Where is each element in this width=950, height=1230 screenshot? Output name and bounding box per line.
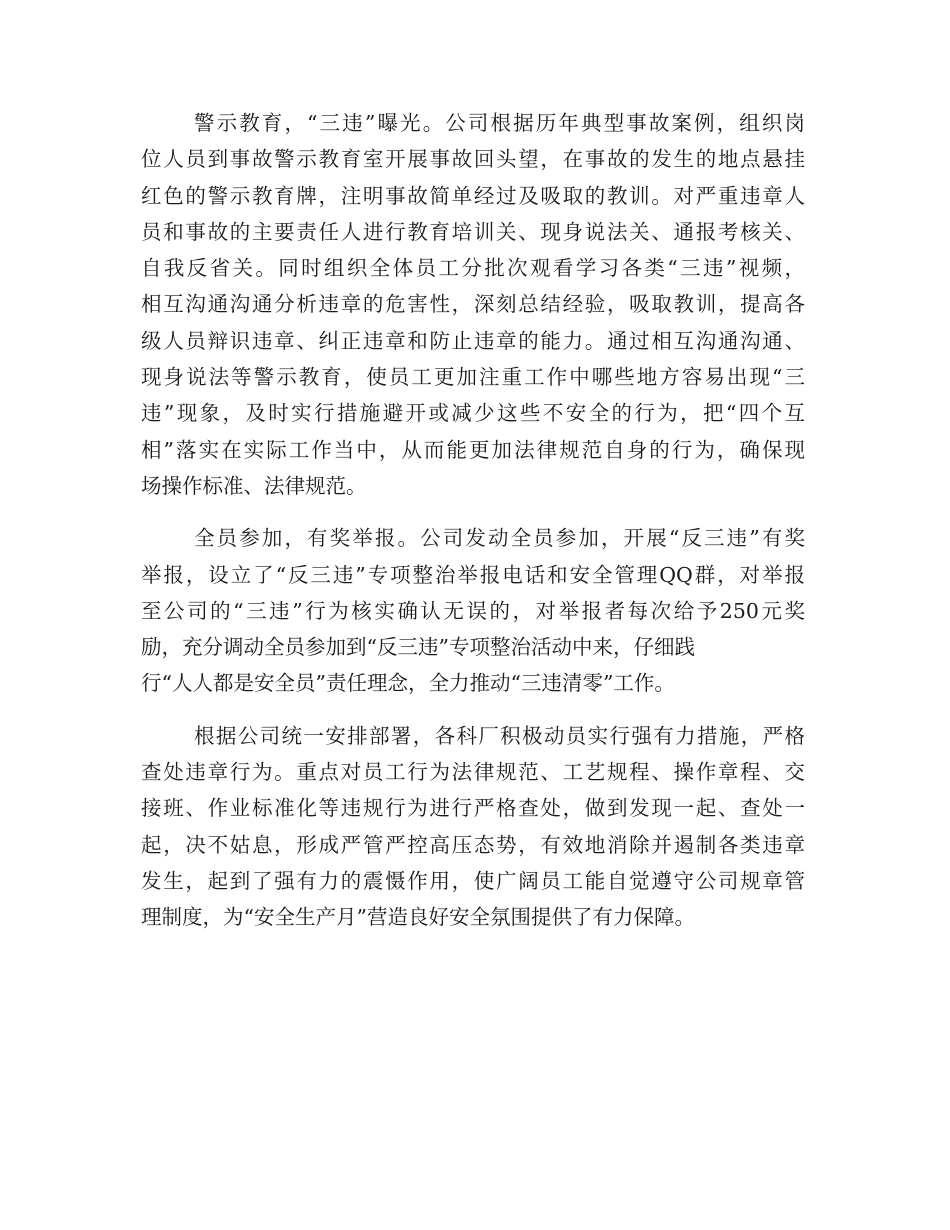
text-line: 根据公司统一安排部署，各科厂积极动员实行强有力措施，严格 — [194, 723, 805, 748]
text-line: 起，决不姑息，形成严管严控高压态势，有效地消除并遏制各类违章 — [141, 832, 805, 857]
document-body — [141, 105, 805, 952]
text-line: 现身说法等警示教育，使员工更加注重工作中哪些地方容易出现“三 — [141, 365, 805, 390]
text-line: 举报，设立了“反三违”专项整治举报电话和安全管理QQ群，对举报 — [141, 562, 805, 587]
text-line: 查处违章行为。重点对员工行为法律规范、工艺规程、操作章程、交 — [141, 760, 805, 785]
text-line: 理制度，为“安全生产月”营造良好安全氛围提供了有力保障。 — [141, 905, 695, 930]
text-line: 接班、作业标准化等违规行为进行严格查处，做到发现一起、查处一 — [141, 796, 805, 821]
text-line: 红色的警示教育牌，注明事故简单经过及吸取的教训。对严重违章人 — [141, 183, 805, 208]
text-line: 警示教育，“三违”曝光。公司根据历年典型事故案例，组织岗 — [194, 111, 805, 135]
paragraph-warning-education — [141, 105, 805, 504]
text-line: 违”现象，及时实行措施避开或减少这些不安全的行为，把“四个互 — [141, 401, 805, 426]
text-line: 至公司的“三违”行为核实确认无误的，对举报者每次给予250元奖 — [141, 598, 805, 623]
text-line: 励，充分调动全员参加到“反三违”专项整治活动中来，仔细践 — [141, 635, 695, 660]
text-line: 相”落实在实际工作当中，从而能更加法律规范自身的行为，确保现 — [141, 437, 805, 462]
text-line: 场操作标准、法律规范。 — [141, 473, 367, 498]
text-line: 位人员到事故警示教育室开展事故回头望，在事故的发生的地点悬挂 — [141, 147, 805, 172]
text-line: 全员参加，有奖举报。公司发动全员参加，开展“反三违”有奖 — [194, 526, 805, 551]
paragraph-reward-reporting — [141, 520, 805, 701]
text-line: 级人员辩识违章、纠正违章和防止违章的能力。通过相互沟通沟通、 — [141, 328, 805, 353]
text-line: 自我反省关。同时组织全体员工分批次观看学习各类“三违”视频， — [141, 256, 805, 281]
text-line: 相互沟通沟通分析违章的危害性，深刻总结经验，吸取教训，提高各 — [141, 292, 805, 317]
text-line: 发生，起到了强有力的震慑作用，使广阔员工能自觉遵守公司规章管 — [141, 868, 805, 893]
paragraph-strict-investigation — [141, 718, 805, 936]
text-line: 员和事故的主要责任人进行教育培训关、现身说法关、通报考核关、 — [141, 219, 805, 244]
text-line: 行“人人都是安全员”责任理念，全力推动“三违清零”工作。 — [141, 671, 675, 696]
